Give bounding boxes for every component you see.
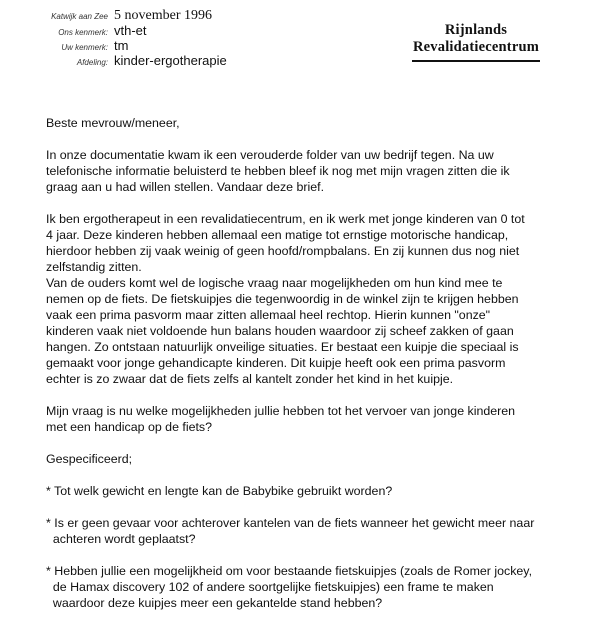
question-2 bbox=[46, 515, 574, 547]
paragraph-1 bbox=[46, 147, 574, 195]
paragraph-line: graag aan u had willen stellen. Vandaar deze brief. bbox=[46, 180, 325, 194]
meta-label-department: Afdeling: bbox=[76, 58, 108, 67]
paragraph-line: gemaakt voor jonge gehandicapte kinderen. Dit kuipje heeft ook een prima pasvorm bbox=[46, 356, 506, 370]
paragraph-line: Van de ouders komt wel de logische vraag naar mogelijkheden om hun kind mee te bbox=[46, 276, 503, 290]
paragraph-line: nemen op de fiets. De fietskuipjes die tegenwoordig in de winkel zijn te krijgen hebben bbox=[46, 292, 519, 306]
question-1 bbox=[46, 483, 574, 499]
question-line: * Tot welk gewicht en lengte kan de Babybike gebruikt worden? bbox=[46, 484, 393, 498]
meta-label-place: Katwijk aan Zee bbox=[51, 12, 108, 21]
paragraph-line: telefonische informatie beluisterd te hebben bleef ik nog met mijn vragen zitten die ik bbox=[46, 164, 510, 178]
meta-label-your-ref: Uw kenmerk: bbox=[61, 43, 108, 52]
letter-meta bbox=[20, 8, 320, 68]
org-underline bbox=[412, 60, 540, 62]
meta-value-our-ref: vth-et bbox=[114, 23, 147, 38]
question-line: waardoor deze kuipjes meer een gekantelde stand hebben? bbox=[46, 596, 383, 610]
letter-body bbox=[46, 115, 574, 611]
paragraph-line: vaak een prima pasvorm maar zitten allemaal heel rechtop. Hierin kunnen "onze" bbox=[46, 308, 491, 322]
paragraph-line: kinderen vaak niet voldoende hun balans houden waardoor zij scheef zakken of gaan bbox=[46, 324, 514, 338]
question-line: achteren wordt geplaatst? bbox=[46, 532, 196, 546]
paragraph-line: Ik ben ergotherapeut in een revalidatiecentrum, en ik werk met jonge kinderen van 0 tot bbox=[46, 212, 525, 226]
org-name-line1: Rijnlands bbox=[444, 22, 508, 38]
paragraph-line: 4 jaar. Deze kinderen hebben allemaal een matige tot ernstige motorische handicap, bbox=[46, 228, 509, 242]
meta-value-department: kinder-ergotherapie bbox=[114, 53, 227, 68]
paragraph-3 bbox=[46, 275, 574, 387]
meta-value-date: 5 november 1996 bbox=[114, 8, 212, 23]
specified-heading: Gespecificeerd; bbox=[46, 452, 133, 466]
paragraph-2 bbox=[46, 211, 574, 275]
paragraph-line: hangen. Zo ontstaan natuurlijk onveilige situaties. Er bestaat een kuipje die speciaal is bbox=[46, 340, 519, 354]
meta-row-your-ref bbox=[20, 38, 320, 53]
question-line: de Hamax discovery 102 of andere soortgelijke fietskuipjes) een frame te maken bbox=[46, 580, 494, 594]
salutation: Beste mevrouw/meneer, bbox=[46, 116, 180, 130]
organization-name bbox=[396, 22, 556, 62]
paragraph-line: In onze documentatie kwam ik een verouderde folder van uw bedrijf tegen. Na uw bbox=[46, 148, 494, 162]
meta-row-our-ref bbox=[20, 23, 320, 38]
paragraph-line: echter is zo zwaar dat de fiets zelfs al kantelt zonder het kind in het kuipje. bbox=[46, 372, 454, 386]
paragraph-line: hierdoor hebben zij vaak weinig of geen hoofd/rompbalans. En zij kunnen dus nog niet bbox=[46, 244, 520, 258]
question-3 bbox=[46, 563, 574, 611]
question-line: * Is er geen gevaar voor achterover kantelen van de fiets wanneer het gewicht meer naar bbox=[46, 516, 535, 530]
meta-row-department bbox=[20, 53, 320, 68]
paragraph-line: Mijn vraag is nu welke mogelijkheden jullie hebben tot het vervoer van jonge kinderen bbox=[46, 404, 516, 418]
meta-label-our-ref: Ons kenmerk: bbox=[58, 28, 108, 37]
paragraph-line: met een handicap op de fiets? bbox=[46, 420, 213, 434]
paragraph-4 bbox=[46, 403, 574, 435]
paragraph-line: zelfstandig zitten. bbox=[46, 260, 142, 274]
org-name-line2: Revalidatiecentrum bbox=[412, 39, 539, 55]
meta-value-your-ref: tm bbox=[114, 38, 129, 53]
meta-row-place-date bbox=[20, 8, 320, 23]
question-line: * Hebben jullie een mogelijkheid om voor bestaande fietskuipjes (zoals de Romer jockey, bbox=[46, 564, 533, 578]
